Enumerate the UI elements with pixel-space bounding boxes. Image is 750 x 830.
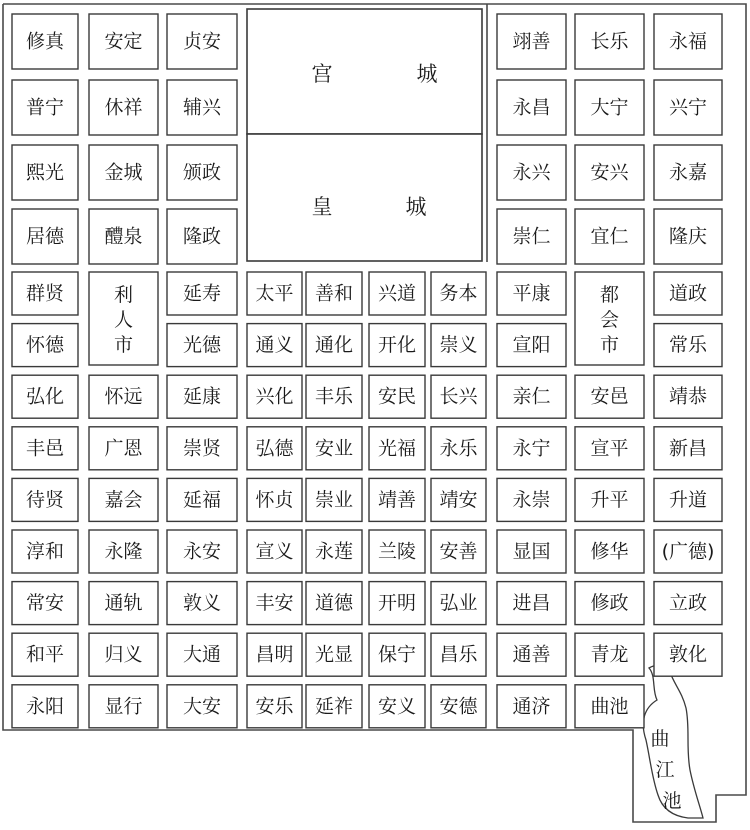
ward-通善: [497, 633, 566, 676]
ward-熙光: [12, 145, 78, 200]
ward-永兴: [497, 145, 566, 200]
ward-label: 靖恭: [668, 385, 708, 408]
ward-务本: [431, 272, 486, 315]
ward-label: 群贤: [25, 282, 65, 305]
ward-label: 延康: [182, 385, 222, 408]
ward-label: 善和: [314, 282, 354, 305]
ward-label: 昌明: [255, 643, 294, 666]
ward-label: 贞安: [182, 30, 222, 53]
ward-永宁: [497, 427, 566, 470]
ward-大安: [167, 685, 237, 728]
ward-广恩: [89, 427, 158, 470]
ward-label: 辅兴: [182, 96, 222, 119]
ward-靖安: [431, 478, 486, 521]
ward-隆政: [167, 209, 237, 264]
ward-青龙: [575, 633, 644, 676]
ward-长乐: [575, 14, 644, 69]
ward-兴化: [247, 375, 302, 418]
ward-安民: [369, 375, 425, 418]
ward-label: 和平: [25, 643, 65, 666]
ward-label: 安定: [104, 30, 143, 53]
ward-永安: [167, 530, 237, 573]
ward-永隆: [89, 530, 158, 573]
ward-label: 颁政: [182, 161, 222, 184]
ward-label: 进昌: [512, 592, 551, 615]
ward-安定: [89, 14, 158, 69]
ward-弘业: [431, 582, 486, 625]
ward-label: 兰陵: [377, 540, 417, 563]
ward-常乐: [654, 324, 722, 367]
west-market-char-3: 市: [113, 334, 134, 356]
ward-label: 靖安: [439, 488, 478, 511]
ward-大通: [167, 633, 237, 676]
ward-安善: [431, 530, 486, 573]
ward-label: 保宁: [377, 643, 417, 666]
ward-label: 金城: [104, 161, 143, 184]
ward-光福: [369, 427, 425, 470]
ward-修真: [12, 14, 78, 69]
ward-label: 新昌: [668, 437, 708, 460]
ward-金城: [89, 145, 158, 200]
ward-太平: [247, 272, 302, 315]
ward-修华: [575, 530, 644, 573]
ward-延福: [167, 478, 237, 521]
ward-label: 光德: [182, 334, 222, 357]
ward-label: 大安: [182, 695, 222, 718]
ward-贞安: [167, 14, 237, 69]
ward-label: 弘化: [25, 385, 65, 408]
ward-label: 安业: [314, 437, 354, 460]
ward-道政: [654, 272, 722, 315]
ward-label: 崇义: [439, 334, 478, 357]
ward-label: 归义: [104, 643, 143, 666]
ward-label: 大通: [182, 643, 222, 666]
ward-label: 崇仁: [512, 225, 551, 248]
ward-道德: [306, 582, 362, 625]
ward-立政: [654, 582, 722, 625]
qujiang-pond: [643, 665, 703, 818]
ward-保宁: [369, 633, 425, 676]
ward-崇仁: [497, 209, 566, 264]
ward-label: 兴道: [377, 282, 417, 305]
ward-label: 隆庆: [668, 225, 708, 248]
ward-label: 常乐: [668, 334, 708, 357]
ward-label: 升平: [590, 488, 629, 511]
ward-label: 通义: [255, 334, 294, 357]
ward-靖善: [369, 478, 425, 521]
ward-醴泉: [89, 209, 158, 264]
ward-丰邑: [12, 427, 78, 470]
ward-靖恭: [654, 375, 722, 418]
ward-永崇: [497, 478, 566, 521]
ward-安业: [306, 427, 362, 470]
ward-昌明: [247, 633, 302, 676]
ward-宣阳: [497, 324, 566, 367]
ward-label: 醴泉: [104, 225, 143, 248]
ward-label: 立政: [668, 592, 708, 615]
ward-label: 通济: [512, 695, 551, 718]
ward-弘化: [12, 375, 78, 418]
ward-安邑: [575, 375, 644, 418]
ward-兰陵: [369, 530, 425, 573]
gongcheng-char-2: 城: [416, 62, 438, 86]
ward-label: 永莲: [314, 540, 354, 563]
ward-label: 熙光: [25, 161, 65, 184]
ward-普宁: [12, 80, 78, 135]
ward-大宁: [575, 80, 644, 135]
ward-label: 修华: [590, 540, 629, 563]
ward-永阳: [12, 685, 78, 728]
ward-label: 丰乐: [314, 385, 354, 408]
ward-label: 宜仁: [590, 225, 629, 248]
ward-label: 开明: [377, 592, 417, 615]
ward-亲仁: [497, 375, 566, 418]
east-market-char-3: 市: [599, 334, 620, 356]
ward-label: 通善: [512, 643, 551, 666]
ward-休祥: [89, 80, 158, 135]
ward-label: 崇贤: [182, 437, 222, 460]
ward-label: 务本: [439, 282, 478, 305]
ward-安兴: [575, 145, 644, 200]
ward-通轨: [89, 582, 158, 625]
ward-label: 昌乐: [439, 643, 478, 666]
ward-label: 平康: [512, 282, 551, 305]
ward-群贤: [12, 272, 78, 315]
ward-label: 安乐: [255, 695, 294, 718]
ward-label: 长兴: [439, 385, 478, 408]
pond-char-2: 江: [655, 759, 675, 781]
ward-通化: [306, 324, 362, 367]
ward-label: 长乐: [590, 30, 629, 53]
ward-label: 光福: [377, 437, 417, 460]
ward-label: 修真: [25, 30, 65, 53]
ward-label: 安德: [439, 695, 478, 718]
ward-新昌: [654, 427, 722, 470]
ward-label: 永安: [182, 540, 222, 563]
ward-label: 道德: [314, 592, 354, 615]
ward-label: 安善: [439, 540, 478, 563]
ward-显行: [89, 685, 158, 728]
ward-善和: [306, 272, 362, 315]
ward-label: 安邑: [590, 385, 629, 408]
ward-敦义: [167, 582, 237, 625]
ward-label: 曲池: [590, 695, 629, 718]
ward-安德: [431, 685, 486, 728]
ward-label: 青龙: [590, 643, 629, 666]
ward-延寿: [167, 272, 237, 315]
ward-宜仁: [575, 209, 644, 264]
ward-平康: [497, 272, 566, 315]
ward-label: 安义: [377, 695, 417, 718]
ward-崇义: [431, 324, 486, 367]
ward-label: 敦义: [182, 592, 222, 615]
ward-label: 常安: [25, 592, 65, 615]
ward-丰安: [247, 582, 302, 625]
ward-颁政: [167, 145, 237, 200]
ward-永昌: [497, 80, 566, 135]
huangcheng-char-2: 城: [405, 195, 427, 219]
ward-安乐: [247, 685, 302, 728]
ward-隆庆: [654, 209, 722, 264]
ward-label: 居德: [25, 225, 65, 248]
ward-label: 永崇: [512, 488, 551, 511]
ward-label: 广恩: [104, 437, 143, 460]
ward-label: 大宁: [590, 96, 629, 119]
ward-兴宁: [654, 80, 722, 135]
pond-char-1: 曲: [650, 728, 670, 750]
ward-升道: [654, 478, 722, 521]
ward-label: 嘉会: [104, 488, 143, 511]
ward-宣义: [247, 530, 302, 573]
ward-label: 通轨: [104, 592, 143, 615]
ward-光显: [306, 633, 362, 676]
ward-label: 翊善: [512, 30, 551, 53]
ward-label: 开化: [377, 334, 417, 357]
ward-label: 怀远: [104, 385, 143, 408]
ward-怀远: [89, 375, 158, 418]
ward-label: 待贤: [25, 488, 65, 511]
ward-label: 修政: [590, 592, 629, 615]
ward-升平: [575, 478, 644, 521]
ward-label: 宣阳: [512, 334, 551, 357]
ward-崇贤: [167, 427, 237, 470]
ward-(广德): [654, 530, 722, 573]
ward-通义: [247, 324, 302, 367]
ward-label: 永阳: [25, 695, 65, 718]
ward-label: 淳和: [25, 540, 65, 563]
huangcheng-box: [247, 134, 482, 261]
east-market: [575, 272, 644, 365]
ward-label: 延福: [182, 488, 222, 511]
ward-弘德: [247, 427, 302, 470]
ward-待贤: [12, 478, 78, 521]
ward-永莲: [306, 530, 362, 573]
east-market-char-1: 都: [599, 284, 620, 306]
ward-label: 延祚: [314, 695, 354, 718]
ward-label: 靖善: [377, 488, 417, 511]
ward-label: 丰邑: [25, 437, 65, 460]
ward-通济: [497, 685, 566, 728]
ward-label: 宣义: [255, 540, 294, 563]
ward-label: 安兴: [590, 161, 629, 184]
gongcheng-box: [247, 9, 482, 134]
ward-label: 兴宁: [668, 96, 708, 119]
ward-label: 安民: [377, 385, 417, 408]
ward-永福: [654, 14, 722, 69]
ward-翊善: [497, 14, 566, 69]
ward-开明: [369, 582, 425, 625]
ward-兴道: [369, 272, 425, 315]
palace-block: [247, 9, 482, 261]
ward-label: 永嘉: [668, 161, 708, 184]
ward-长兴: [431, 375, 486, 418]
gongcheng-char-1: 宫: [311, 62, 333, 86]
ward-延康: [167, 375, 237, 418]
ward-辅兴: [167, 80, 237, 135]
ward-label: 永隆: [104, 540, 143, 563]
west-market-char-2: 人: [113, 309, 134, 331]
ward-label: 亲仁: [512, 385, 551, 408]
ward-居德: [12, 209, 78, 264]
ward-嘉会: [89, 478, 158, 521]
ward-label: 延寿: [182, 282, 222, 305]
ward-label: 永乐: [439, 437, 478, 460]
ward-label: 永福: [668, 30, 708, 53]
ward-label: 崇业: [314, 488, 354, 511]
ward-label: 道政: [668, 282, 708, 305]
ward-安义: [369, 685, 425, 728]
ward-label: 永兴: [512, 161, 551, 184]
ward-开化: [369, 324, 425, 367]
ward-label: 显行: [104, 695, 143, 718]
ward-常安: [12, 582, 78, 625]
ward-怀德: [12, 324, 78, 367]
ward-宣平: [575, 427, 644, 470]
ward-label: 兴化: [255, 385, 294, 408]
ward-昌乐: [431, 633, 486, 676]
ward-修政: [575, 582, 644, 625]
ward-label: 宣平: [590, 437, 629, 460]
ward-和平: [12, 633, 78, 676]
ward-label: 光显: [314, 643, 354, 666]
ward-label: 弘德: [255, 437, 294, 460]
ward-label: 永昌: [512, 96, 551, 119]
ward-归义: [89, 633, 158, 676]
ward-怀贞: [247, 478, 302, 521]
ward-label: 显国: [512, 540, 551, 563]
ward-淳和: [12, 530, 78, 573]
ward-label: 休祥: [104, 96, 143, 119]
pond-char-3: 池: [662, 790, 682, 812]
ward-丰乐: [306, 375, 362, 418]
west-market: [89, 272, 158, 365]
west-market-char-1: 利: [113, 284, 134, 306]
ward-崇业: [306, 478, 362, 521]
ward-label: 永宁: [512, 437, 551, 460]
ward-延祚: [306, 685, 362, 728]
ward-label: (广德): [661, 540, 715, 563]
ward-曲池: [575, 685, 644, 728]
ward-显国: [497, 530, 566, 573]
ward-敦化: [654, 633, 722, 676]
ward-label: 通化: [314, 334, 354, 357]
ward-label: 怀贞: [255, 488, 294, 511]
east-market-char-2: 会: [599, 309, 620, 331]
ward-label: 敦化: [668, 643, 708, 666]
ward-label: 升道: [668, 488, 708, 511]
ward-label: 丰安: [255, 592, 294, 615]
ward-进昌: [497, 582, 566, 625]
ward-label: 怀德: [25, 334, 65, 357]
ward-label: 隆政: [182, 225, 222, 248]
huangcheng-char-1: 皇: [311, 195, 333, 219]
ward-光德: [167, 324, 237, 367]
ward-label: 普宁: [25, 96, 65, 119]
ward-永乐: [431, 427, 486, 470]
ward-永嘉: [654, 145, 722, 200]
ward-label: 弘业: [439, 592, 478, 615]
ward-label: 太平: [255, 282, 294, 305]
